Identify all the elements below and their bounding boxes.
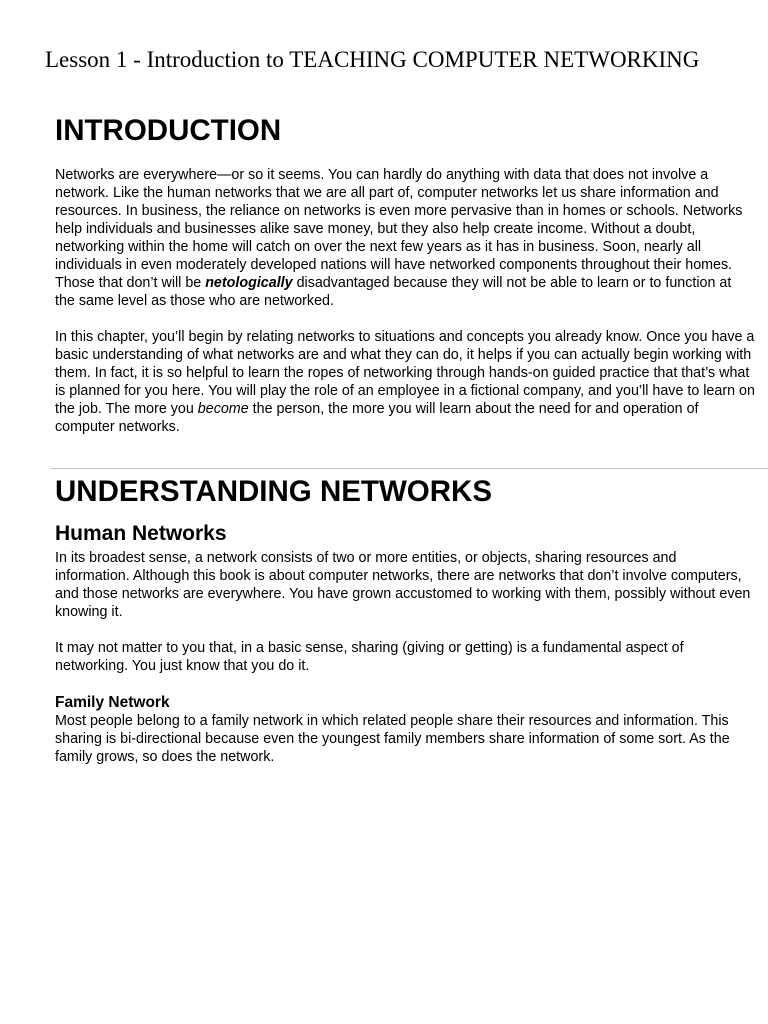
document-body	[55, 112, 755, 766]
text-run: In this chapter, you’ll begin by relating networks to situations and concepts you already know. Once you have a basic understanding of what networks are and what they can do, it helps if you can actually begin working with them. In fact, it is so helpful to learn the ropes of networking through hands-on guided practice that that’s what is planned for you here. You will play the role of an employee in a fictional company, and you’ll have to learn on the job. The more you	[55, 329, 755, 417]
emphasis-text: become	[197, 401, 249, 417]
document-title: Lesson 1 - Introduction to TEACHING COMPUTER NETWORKING	[45, 47, 700, 72]
text-run: the person, the more you will learn about the need for and operation of computer networks.	[55, 401, 699, 435]
introduction-paragraph-1	[55, 166, 755, 310]
family-network-heading: Family Network	[55, 694, 170, 711]
human-networks-paragraph-1: In its broadest sense, a network consists of two or more entities, or objects, sharing resources and information. Although this book is about computer networks, there are networks that don’t involve computers, and those networks are everywhere. You have grown accustomed to working with them, possibly without even knowing it.	[55, 550, 751, 620]
understanding-networks-heading: UNDERSTANDING NETWORKS	[55, 475, 493, 508]
human-networks-paragraph-2: It may not matter to you that, in a basic sense, sharing (giving or getting) is a fundamental aspect of networking. You just know that you do it.	[55, 640, 684, 674]
introduction-heading: INTRODUCTION	[55, 114, 282, 147]
text-run: disadvantaged because they will not be able to learn or to function at the same level as those who are networked.	[55, 275, 732, 309]
human-networks-heading: Human Networks	[55, 522, 227, 545]
family-network-paragraph-1: Most people belong to a family network in which related people share their resources and information. This sharing is bi-directional because even the youngest family members share information of some sort. As the family grows, so does the network.	[55, 713, 730, 765]
emphasis-text: netologically	[205, 275, 293, 291]
text-run: Networks are everywhere—or so it seems. You can hardly do anything with data that does not involve a network. Like the human networks that we are all part of, computer networks let us share information and resources. In business, the reliance on networks is even more pervasive than in homes or schools. Networks help individuals and businesses alike save money, but they also help create income. Without a doubt, networking within the home will catch on over the next few years as it has in business. Soon, nearly all individuals in even moderately developed nations will have networked components throughout their homes. Those that don’t will be	[55, 167, 743, 291]
section-divider	[50, 468, 768, 469]
introduction-paragraph-2	[55, 328, 755, 436]
